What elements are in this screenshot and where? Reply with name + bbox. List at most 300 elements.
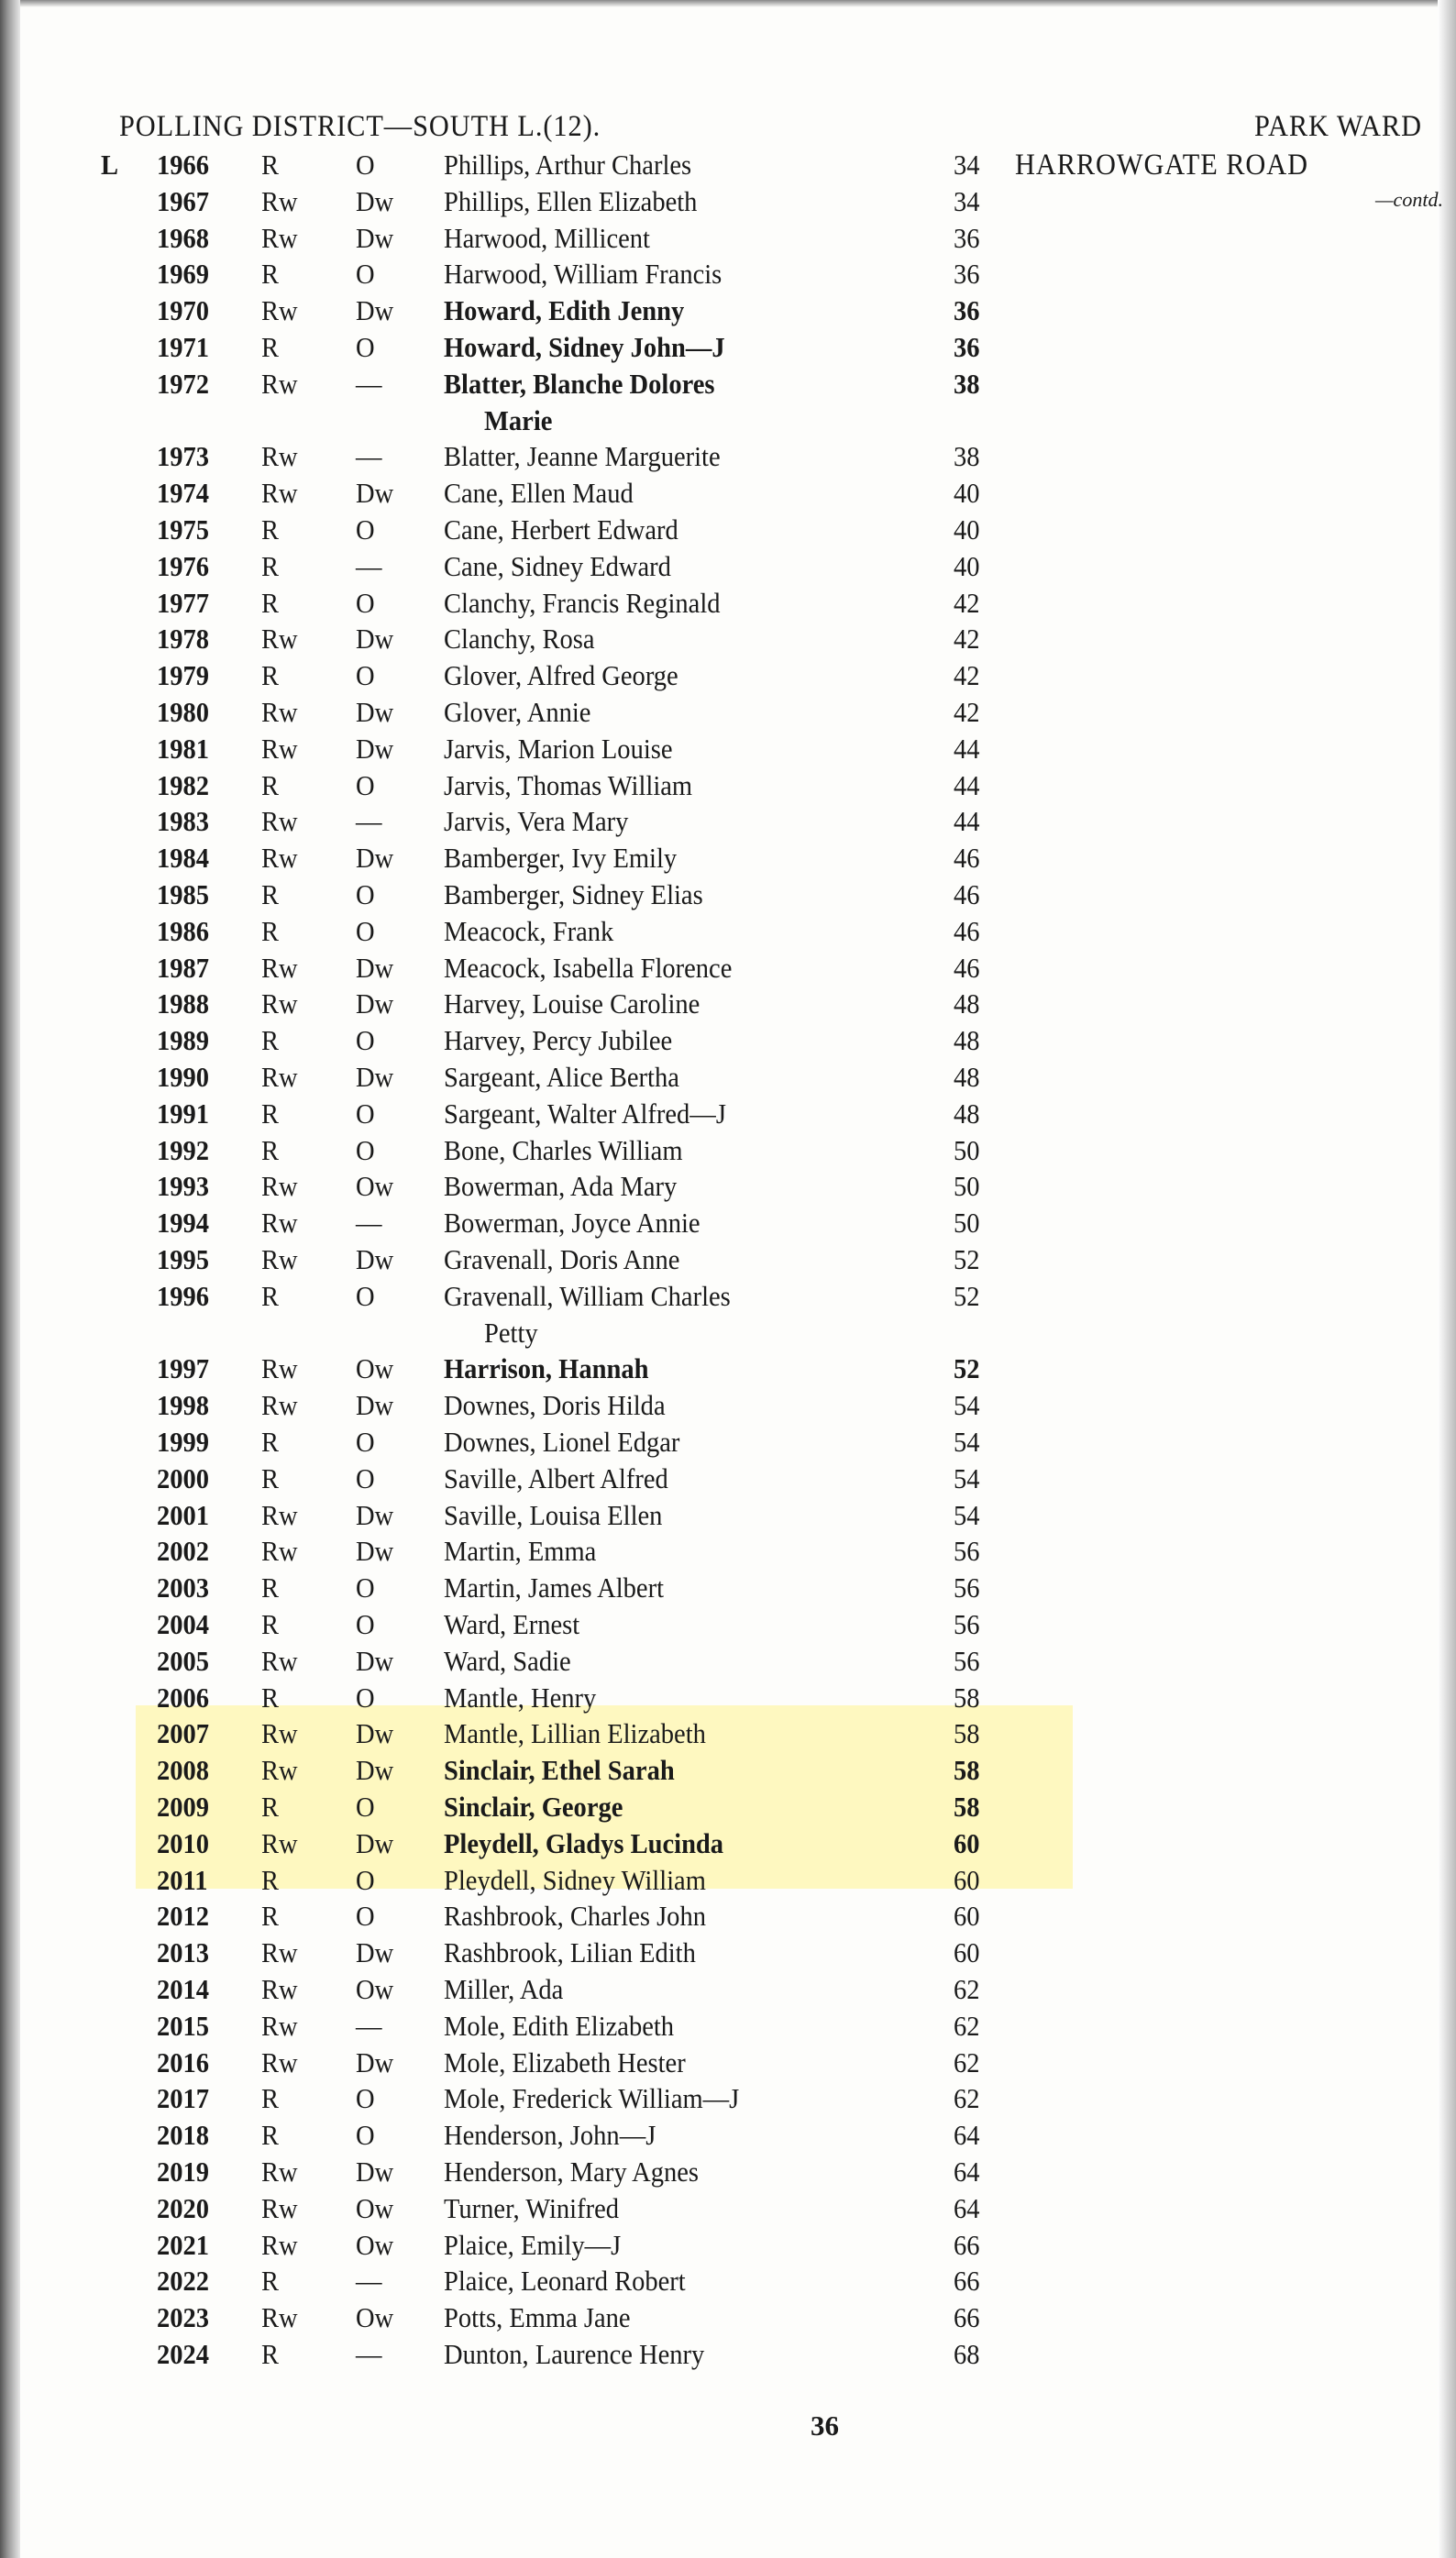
house-number: 36: [954, 294, 980, 326]
elector-name: Phillips, Arthur Charles: [444, 149, 692, 181]
elector-name: Downes, Lionel Edgar: [444, 1426, 680, 1458]
house-number: 36: [954, 258, 980, 290]
other-qualification: Dw: [356, 623, 394, 655]
house-number: 34: [954, 149, 980, 181]
house-number: 36: [954, 331, 980, 363]
elector-name: Rashbrook, Charles John: [444, 1900, 706, 1932]
other-qualification: O: [356, 149, 375, 181]
house-number: 56: [954, 1535, 980, 1567]
residence-qualification: Rw: [261, 1499, 298, 1531]
house-number: 44: [954, 733, 980, 765]
register-entry: [0, 2045, 1456, 2081]
register-entry: [0, 292, 1456, 329]
house-number: 66: [954, 2265, 980, 2297]
residence-qualification: Rw: [261, 696, 298, 728]
other-qualification: O: [356, 915, 375, 947]
register-entry: [0, 1752, 1456, 1789]
elector-number: 2018: [157, 2119, 210, 2151]
other-qualification: Dw: [356, 696, 394, 728]
other-qualification: O: [356, 1571, 375, 1604]
register-entry: [0, 183, 1456, 220]
elector-name-continuation: Petty: [484, 1317, 538, 1349]
elector-name: Harvey, Percy Jubilee: [444, 1024, 673, 1056]
residence-qualification: Rw: [261, 2156, 298, 2188]
elector-name: Harwood, William Francis: [444, 258, 722, 290]
residence-qualification: R: [261, 878, 280, 910]
residence-qualification: R: [261, 587, 280, 619]
register-entry: [0, 2336, 1456, 2373]
elector-name: Henderson, John—J: [444, 2119, 656, 2151]
other-qualification: —: [356, 2265, 382, 2297]
residence-qualification: R: [261, 1681, 280, 1714]
elector-number: 2021: [157, 2229, 210, 2261]
other-qualification: —: [356, 2338, 382, 2370]
residence-qualification: R: [261, 513, 280, 546]
house-number: 52: [954, 1243, 980, 1275]
register-entry: [0, 220, 1456, 257]
elector-name: Blatter, Jeanne Marguerite: [444, 440, 721, 472]
elector-number: 2013: [157, 1936, 210, 1968]
elector-name: Henderson, Mary Agnes: [444, 2156, 700, 2188]
other-qualification: Dw: [356, 1754, 394, 1786]
elector-number: 1996: [157, 1280, 210, 1312]
elector-number: 2016: [157, 2046, 210, 2078]
register-entry: [0, 1241, 1456, 1278]
elector-name: Saville, Louisa Ellen: [444, 1499, 663, 1531]
other-qualification: O: [356, 1280, 375, 1312]
elector-number: 2012: [157, 1900, 210, 1932]
elector-number: 1993: [157, 1170, 210, 1202]
other-qualification: O: [356, 1426, 375, 1458]
elector-number: 2006: [157, 1681, 210, 1714]
other-qualification: Dw: [356, 1645, 394, 1677]
register-entry: [0, 950, 1456, 987]
elector-number: 1984: [157, 842, 210, 874]
residence-qualification: Rw: [261, 2010, 298, 2042]
register-entry: [0, 1825, 1456, 1862]
elector-name: Rashbrook, Lilian Edith: [444, 1936, 696, 1968]
residence-qualification: Rw: [261, 1170, 298, 1202]
other-qualification: O: [356, 878, 375, 910]
elector-number: 1998: [157, 1389, 210, 1421]
elector-number: 2011: [157, 1864, 208, 1896]
elector-name: Plaice, Leonard Robert: [444, 2265, 686, 2297]
house-number: 46: [954, 842, 980, 874]
house-number: 64: [954, 2119, 980, 2151]
register-entry: [0, 1022, 1456, 1059]
residence-qualification: Rw: [261, 440, 298, 472]
elector-number: 1986: [157, 915, 210, 947]
register-entry: [0, 840, 1456, 877]
elector-name: Meacock, Isabella Florence: [444, 952, 733, 984]
other-qualification: Ow: [356, 1973, 394, 2005]
residence-qualification: R: [261, 769, 280, 801]
house-number: 56: [954, 1645, 980, 1677]
elector-name: Martin, James Albert: [444, 1571, 665, 1604]
other-qualification: Dw: [356, 185, 394, 217]
register-entry: [0, 1461, 1456, 1497]
other-qualification: Dw: [356, 842, 394, 874]
register-entry: [0, 2117, 1456, 2154]
house-number: 56: [954, 1608, 980, 1640]
elector-number: 2019: [157, 2156, 210, 2188]
register-entry: [0, 1096, 1456, 1132]
elector-number: 2007: [157, 1717, 210, 1749]
residence-qualification: Rw: [261, 987, 298, 1020]
page-top-edge: [0, 0, 1456, 7]
register-entry: [0, 147, 1456, 183]
register-entry: [0, 767, 1456, 804]
residence-qualification: Rw: [261, 294, 298, 326]
house-number: 44: [954, 769, 980, 801]
register-entry: [0, 2190, 1456, 2227]
elector-number: 2023: [157, 2301, 210, 2333]
residence-qualification: R: [261, 1426, 280, 1458]
residence-qualification: Rw: [261, 733, 298, 765]
residence-qualification: Rw: [261, 842, 298, 874]
house-number: 64: [954, 2192, 980, 2224]
house-number: 36: [954, 222, 980, 254]
house-number: 60: [954, 1936, 980, 1968]
elector-number: 2005: [157, 1645, 210, 1677]
residence-qualification: R: [261, 149, 280, 181]
elector-number: 1999: [157, 1426, 210, 1458]
other-qualification: Dw: [356, 733, 394, 765]
section-letter: L: [101, 149, 119, 181]
elector-name: Bamberger, Sidney Elias: [444, 878, 703, 910]
elector-number: 2009: [157, 1791, 210, 1823]
other-qualification: —: [356, 440, 382, 472]
elector-number: 1995: [157, 1243, 210, 1275]
house-number: 62: [954, 2082, 980, 2114]
other-qualification: O: [356, 1900, 375, 1932]
register-entry: [0, 2080, 1456, 2117]
house-number: 60: [954, 1900, 980, 1932]
house-number: 54: [954, 1499, 980, 1531]
residence-qualification: R: [261, 1097, 280, 1130]
elector-name: Sargeant, Alice Bertha: [444, 1061, 679, 1093]
elector-name: Miller, Ada: [444, 1973, 564, 2005]
elector-number: 1989: [157, 1024, 210, 1056]
elector-number: 1970: [157, 294, 210, 326]
residence-qualification: Rw: [261, 1061, 298, 1093]
other-qualification: O: [356, 1462, 375, 1494]
house-number: 40: [954, 477, 980, 509]
other-qualification: O: [356, 331, 375, 363]
elector-number: 1987: [157, 952, 210, 984]
elector-name: Howard, Sidney John—J: [444, 331, 725, 363]
elector-number: 1969: [157, 258, 210, 290]
house-number: 56: [954, 1571, 980, 1604]
other-qualification: Dw: [356, 1389, 394, 1421]
residence-qualification: Rw: [261, 805, 298, 837]
continued-note: —contd.: [1375, 188, 1443, 211]
residence-qualification: Rw: [261, 2046, 298, 2078]
other-qualification: O: [356, 1134, 375, 1166]
residence-qualification: Rw: [261, 368, 298, 400]
elector-name: Potts, Emma Jane: [444, 2301, 631, 2333]
elector-number: 1980: [157, 696, 210, 728]
elector-name: Martin, Emma: [444, 1535, 597, 1567]
residence-qualification: Rw: [261, 477, 298, 509]
elector-name: Harwood, Millicent: [444, 222, 650, 254]
elector-name: Bowerman, Joyce Annie: [444, 1207, 700, 1239]
register-entry: [0, 1533, 1456, 1570]
house-number: 50: [954, 1170, 980, 1202]
register-entry: [0, 621, 1456, 657]
other-qualification: Ow: [356, 2229, 394, 2261]
residence-qualification: R: [261, 2082, 280, 2114]
elector-number: 1968: [157, 222, 210, 254]
house-number: 58: [954, 1754, 980, 1786]
elector-number: 1972: [157, 368, 210, 400]
residence-qualification: Rw: [261, 1535, 298, 1567]
elector-number: 1981: [157, 733, 210, 765]
other-qualification: Dw: [356, 1499, 394, 1531]
elector-number: 1967: [157, 185, 210, 217]
register-entry: [0, 1059, 1456, 1096]
register-entry: [0, 986, 1456, 1022]
elector-name: Glover, Annie: [444, 696, 591, 728]
register-entry: [0, 657, 1456, 694]
house-number: 44: [954, 805, 980, 837]
elector-name: Bone, Charles William: [444, 1134, 683, 1166]
elector-number: 1973: [157, 440, 210, 472]
house-number: 62: [954, 2010, 980, 2042]
register-entry: [0, 2154, 1456, 2190]
register-entry: [0, 1789, 1456, 1825]
elector-number: 1971: [157, 331, 210, 363]
elector-name: Mole, Frederick William—J: [444, 2082, 740, 2114]
other-qualification: Dw: [356, 1535, 394, 1567]
register-entry: [0, 512, 1456, 548]
house-number: 38: [954, 368, 980, 400]
elector-number: 1988: [157, 987, 210, 1020]
register-entry: [0, 1935, 1456, 1971]
other-qualification: Dw: [356, 952, 394, 984]
house-number: 68: [954, 2338, 980, 2370]
elector-name: Mole, Edith Elizabeth: [444, 2010, 675, 2042]
other-qualification: —: [356, 368, 382, 400]
other-qualification: O: [356, 769, 375, 801]
elector-number: 1991: [157, 1097, 210, 1130]
other-qualification: Dw: [356, 2156, 394, 2188]
other-qualification: Dw: [356, 1936, 394, 1968]
house-number: 46: [954, 878, 980, 910]
elector-number: 2015: [157, 2010, 210, 2042]
other-qualification: O: [356, 258, 375, 290]
elector-name: Ward, Ernest: [444, 1608, 580, 1640]
register-entry: [0, 1168, 1456, 1205]
other-qualification: O: [356, 1024, 375, 1056]
residence-qualification: Rw: [261, 1717, 298, 1749]
elector-name: Pleydell, Sidney William: [444, 1864, 706, 1896]
house-number: 50: [954, 1207, 980, 1239]
elector-name: Downes, Doris Hilda: [444, 1389, 666, 1421]
register-entry: [0, 2008, 1456, 2045]
residence-qualification: R: [261, 1462, 280, 1494]
elector-name: Pleydell, Gladys Lucinda: [444, 1827, 724, 1859]
elector-name: Jarvis, Thomas William: [444, 769, 693, 801]
elector-name: Clanchy, Rosa: [444, 623, 595, 655]
register-entry: [0, 731, 1456, 767]
elector-name: Bowerman, Ada Mary: [444, 1170, 678, 1202]
register-entry: [0, 1132, 1456, 1169]
elector-name: Dunton, Laurence Henry: [444, 2338, 705, 2370]
other-qualification: Dw: [356, 294, 394, 326]
elector-number: 1976: [157, 550, 210, 582]
register-entry: [0, 803, 1456, 840]
register-entry: [0, 256, 1456, 292]
elector-number: 2008: [157, 1754, 210, 1786]
register-entry: [0, 366, 1456, 402]
elector-name: Cane, Ellen Maud: [444, 477, 634, 509]
residence-qualification: Rw: [261, 1243, 298, 1275]
other-qualification: Ow: [356, 2192, 394, 2224]
register-entry: [0, 1278, 1456, 1315]
residence-qualification: R: [261, 258, 280, 290]
register-entry: [0, 1387, 1456, 1424]
other-qualification: Dw: [356, 1243, 394, 1275]
elector-name: Cane, Herbert Edward: [444, 513, 678, 546]
house-number: 48: [954, 1097, 980, 1130]
register-entry: [0, 329, 1456, 366]
other-qualification: Dw: [356, 1717, 394, 1749]
residence-qualification: R: [261, 2265, 280, 2297]
register-entry: [0, 2227, 1456, 2264]
house-number: 42: [954, 659, 980, 691]
other-qualification: O: [356, 1791, 375, 1823]
house-number: 54: [954, 1462, 980, 1494]
elector-name: Turner, Winifred: [444, 2192, 620, 2224]
other-qualification: Ow: [356, 1170, 394, 1202]
ward-heading: PARK WARD: [1254, 110, 1422, 143]
elector-name: Phillips, Ellen Elizabeth: [444, 185, 698, 217]
house-number: 66: [954, 2301, 980, 2333]
house-number: 62: [954, 1973, 980, 2005]
residence-qualification: R: [261, 1134, 280, 1166]
other-qualification: O: [356, 659, 375, 691]
residence-qualification: R: [261, 1864, 280, 1896]
register-entry: [0, 1862, 1456, 1899]
register-entry: [0, 1424, 1456, 1461]
register-entry: [0, 913, 1456, 950]
other-qualification: O: [356, 513, 375, 546]
elector-number: 2003: [157, 1571, 210, 1604]
register-entry: [0, 1643, 1456, 1680]
elector-name: Mole, Elizabeth Hester: [444, 2046, 686, 2078]
other-qualification: O: [356, 1097, 375, 1130]
house-number: 64: [954, 2156, 980, 2188]
elector-number: 1983: [157, 805, 210, 837]
register-entry: [0, 438, 1456, 475]
elector-name: Sargeant, Walter Alfred—J: [444, 1097, 726, 1130]
elector-name: Bamberger, Ivy Emily: [444, 842, 678, 874]
other-qualification: Dw: [356, 477, 394, 509]
elector-number: 1992: [157, 1134, 210, 1166]
residence-qualification: R: [261, 1571, 280, 1604]
elector-name: Saville, Albert Alfred: [444, 1462, 668, 1494]
elector-name: Ward, Sadie: [444, 1645, 571, 1677]
other-qualification: O: [356, 1608, 375, 1640]
house-number: 60: [954, 1864, 980, 1896]
house-number: 48: [954, 1024, 980, 1056]
house-number: 58: [954, 1791, 980, 1823]
elector-number: 1990: [157, 1061, 210, 1093]
residence-qualification: Rw: [261, 952, 298, 984]
elector-name: Sinclair, George: [444, 1791, 623, 1823]
residence-qualification: Rw: [261, 1827, 298, 1859]
register-entry: [0, 877, 1456, 913]
elector-number: 1997: [157, 1352, 210, 1384]
other-qualification: Ow: [356, 2301, 394, 2333]
register-entry: [0, 1205, 1456, 1241]
elector-number: 2014: [157, 1973, 210, 2005]
elector-name: Harrison, Hannah: [444, 1352, 649, 1384]
house-number: 46: [954, 915, 980, 947]
other-qualification: O: [356, 2082, 375, 2114]
elector-number: 2004: [157, 1608, 210, 1640]
elector-number: 2022: [157, 2265, 210, 2297]
residence-qualification: Rw: [261, 2229, 298, 2261]
residence-qualification: R: [261, 331, 280, 363]
elector-name: Glover, Alfred George: [444, 659, 678, 691]
elector-number: 1979: [157, 659, 210, 691]
elector-name: Clanchy, Francis Reginald: [444, 587, 721, 619]
house-number: 62: [954, 2046, 980, 2078]
house-number: 66: [954, 2229, 980, 2261]
other-qualification: O: [356, 1864, 375, 1896]
residence-qualification: Rw: [261, 1645, 298, 1677]
residence-qualification: Rw: [261, 1389, 298, 1421]
street-name: HARROWGATE ROAD: [1015, 149, 1308, 182]
residence-qualification: R: [261, 1608, 280, 1640]
house-number: 42: [954, 623, 980, 655]
residence-qualification: R: [261, 1900, 280, 1932]
house-number: 48: [954, 987, 980, 1020]
register-entry: [0, 548, 1456, 585]
residence-qualification: Rw: [261, 185, 298, 217]
register-entry: [0, 1971, 1456, 2008]
residence-qualification: R: [261, 659, 280, 691]
residence-qualification: Rw: [261, 222, 298, 254]
residence-qualification: Rw: [261, 2301, 298, 2333]
register-entry: [0, 475, 1456, 512]
register-entry: [0, 1351, 1456, 1387]
elector-name: Howard, Edith Jenny: [444, 294, 685, 326]
house-number: 54: [954, 1389, 980, 1421]
other-qualification: Dw: [356, 2046, 394, 2078]
residence-qualification: R: [261, 2338, 280, 2370]
register-entry-continuation: [0, 1315, 1456, 1351]
elector-number: 2001: [157, 1499, 210, 1531]
elector-name: Jarvis, Vera Mary: [444, 805, 629, 837]
other-qualification: O: [356, 587, 375, 619]
register-entry-continuation: [0, 402, 1456, 439]
residence-qualification: R: [261, 1280, 280, 1312]
register-entry: [0, 585, 1456, 622]
residence-qualification: Rw: [261, 623, 298, 655]
other-qualification: O: [356, 1681, 375, 1714]
house-number: 48: [954, 1061, 980, 1093]
elector-name: Jarvis, Marion Louise: [444, 733, 673, 765]
elector-name: Cane, Sidney Edward: [444, 550, 671, 582]
residence-qualification: R: [261, 2119, 280, 2151]
elector-name-continuation: Marie: [484, 404, 553, 436]
other-qualification: Ow: [356, 1352, 394, 1384]
house-number: 52: [954, 1280, 980, 1312]
polling-district-heading: POLLING DISTRICT—SOUTH L.(12).: [119, 110, 601, 143]
